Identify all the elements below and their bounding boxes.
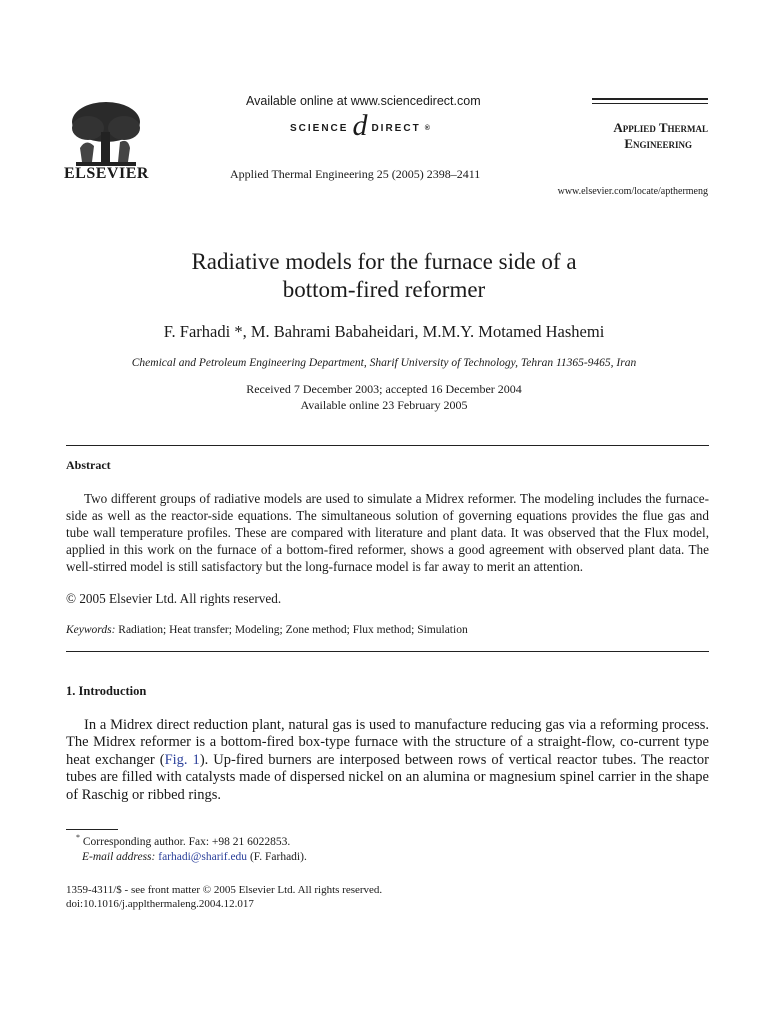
- article-title: [100, 248, 668, 304]
- email-suffix: (F. Farhadi).: [249, 851, 307, 863]
- footnote-corresponding-text: Corresponding author. Fax: +98 21 6022853.: [82, 836, 291, 848]
- received-date: Received 7 December 2003; accepted 16 December 2004: [246, 382, 522, 396]
- issn-line: 1359-4311/$ - see front matter © 2005 Elsevier Ltd. All rights reserved.: [66, 884, 383, 896]
- journal-logo-line1: Applied Thermal: [613, 120, 708, 135]
- article-dates: [100, 381, 668, 413]
- intro-text-part1: In a Midrex direct reduction plant, natural gas is used to manufacture reducing gas via a reforming process. The Midrex reformer is a bottom-fired box-type furnace with the structure of a straight-flow, co-current type heat exchanger (: [66, 717, 709, 768]
- available-date: Available online 23 February 2005: [300, 398, 468, 412]
- title-line-2: bottom-fired reformer: [282, 277, 486, 302]
- author-list: F. Farhadi *, M. Bahrami Babaheidari, M.M.Y. Motamed Hashemi: [163, 322, 605, 341]
- abstract-heading: Abstract: [66, 458, 111, 472]
- divider-below-keywords: [66, 651, 709, 652]
- footnote-email: [82, 851, 307, 863]
- journal-citation: Applied Thermal Engineering 25 (2005) 2398–2411: [230, 167, 481, 181]
- footnote-corresponding-author: [76, 833, 291, 848]
- publisher-name: ELSEVIER: [64, 165, 149, 182]
- journal-logo-line2: Engineering: [624, 136, 692, 151]
- introduction-paragraph: [66, 717, 709, 804]
- journal-logo: [592, 120, 708, 152]
- keywords: [66, 624, 709, 636]
- abstract-copyright: © 2005 Elsevier Ltd. All rights reserved.: [66, 591, 282, 606]
- keywords-list: Radiation; Heat transfer; Modeling; Zone method; Flux method; Simulation: [118, 624, 468, 636]
- intro-text-part2: ). Up-fired burners are interposed between rows of vertical reactor tubes. The reactor tubes are filled with catalysts made of dispersed nickel on an alumina or magnesium spinel carrier in the shape of Raschig or ribbed rings.: [66, 751, 709, 803]
- abstract-body: Two different groups of radiative models are used to simulate a Midrex reformer. The modeling includes the furnace-side as well as the reactor-side equations. The simultaneous solution of governing equations provides the flue gas and tube wall temperature profiles. These are compared with literature and plant data. It was observed that the Flux model, applied in this work on the furnace of a bottom-fired reformer, shows a good agreement with observed plant data. The well-stirred model is still satisfactory but the long-furnace model is far away to merit an attention.: [66, 491, 709, 574]
- doi-line[interactable]: doi:10.1016/j.applthermaleng.2004.12.017: [66, 898, 254, 910]
- available-online-link[interactable]: Available online at www.sciencedirect.com: [246, 94, 481, 108]
- sd-registered-mark: ®: [424, 124, 430, 132]
- title-line-1: Radiative models for the furnace side of a: [191, 249, 577, 274]
- sd-at-icon: d: [352, 109, 368, 142]
- journal-rule-thick: [592, 98, 708, 100]
- email-link[interactable]: farhadi@sharif.edu: [158, 851, 248, 863]
- journal-url[interactable]: www.elsevier.com/locate/apthermeng: [557, 186, 708, 197]
- section-heading-introduction: 1. Introduction: [66, 684, 147, 698]
- journal-rule-thin: [592, 103, 708, 104]
- footnote-mark: *: [76, 833, 80, 842]
- email-label: E-mail address:: [82, 851, 156, 863]
- figure-1-link[interactable]: Fig. 1: [164, 751, 200, 768]
- keywords-label: Keywords:: [66, 624, 116, 636]
- divider-above-abstract: [66, 445, 709, 446]
- sd-right-word: DIRECT: [371, 122, 421, 134]
- sciencedirect-logo: [290, 109, 430, 142]
- sd-left-word: SCIENCE: [290, 122, 349, 134]
- affiliation: Chemical and Petroleum Engineering Department, Sharif University of Technology, Tehran 11365-9465, Iran: [131, 357, 637, 369]
- footnote-rule: [66, 829, 118, 830]
